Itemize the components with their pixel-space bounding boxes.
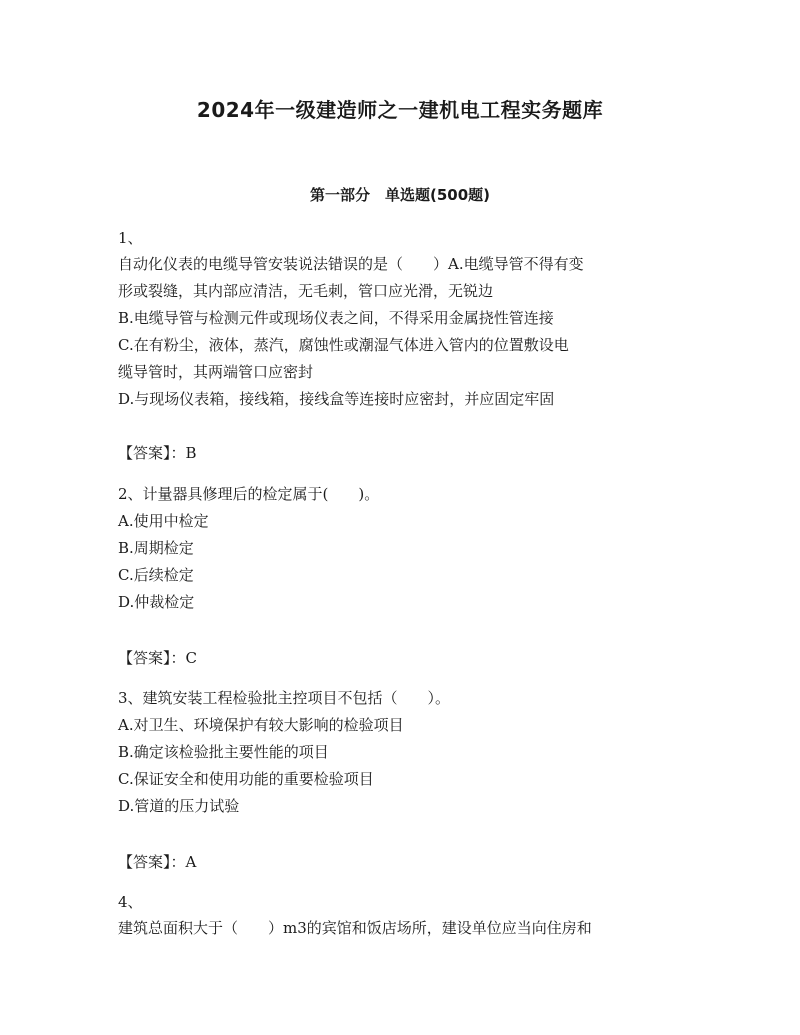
question-2-option-b: B.周期检定 — [118, 539, 194, 557]
question-1-text: 自动化仪表的电缆导管安装说法错误的是（ ）A.电缆导管不得有变 — [118, 255, 584, 273]
question-1-option-d: D.与现场仪表箱，接线箱，接线盒等连接时应密封，并应固定牢固 — [118, 390, 555, 408]
question-3-option-d: D.管道的压力试验 — [118, 797, 240, 815]
question-1-number: 1、 — [118, 229, 143, 247]
question-1-answer: 【答案】：B — [118, 444, 197, 462]
question-3-text: 3、建筑安装工程检验批主控项目不包括（ ）。 — [118, 689, 451, 707]
question-3-answer: 【答案】：A — [118, 853, 197, 871]
question-3-option-c: C.保证安全和使用功能的重要检验项目 — [118, 770, 374, 788]
question-1-option-c: 缆导管时，其两端管口应密封 — [118, 363, 314, 381]
question-3-option-b: B.确定该检验批主要性能的项目 — [118, 743, 329, 761]
document-title: 2024年一级建造师之一建机电工程实务题库 — [196, 98, 604, 122]
question-1-option-b: B.电缆导管与检测元件或现场仪表之间，不得采用金属挠性管连接 — [118, 309, 554, 327]
section-heading: 第一部分 单选题(500题) — [309, 186, 491, 204]
question-3-option-a: A.对卫生、环境保护有较大影响的检验项目 — [118, 716, 404, 734]
question-4-text: 建筑总面积大于（ ）m3的宾馆和饭店场所，建设单位应当向住房和 — [118, 919, 592, 937]
question-1-option-c: C.在有粉尘，液体，蒸汽，腐蚀性或潮湿气体进入管内的位置敷设电 — [118, 336, 569, 354]
question-2-text: 2、计量器具修理后的检定属于( )。 — [118, 485, 380, 503]
question-2-option-c: C.后续检定 — [118, 566, 194, 584]
question-2-option-d: D.仲裁检定 — [118, 593, 195, 611]
question-2-option-a: A.使用中检定 — [118, 512, 209, 530]
question-4-number: 4、 — [118, 893, 143, 911]
question-2-answer: 【答案】：C — [118, 649, 197, 667]
question-1-text: 形或裂缝，其内部应清洁，无毛刺，管口应光滑，无锐边 — [118, 282, 494, 300]
